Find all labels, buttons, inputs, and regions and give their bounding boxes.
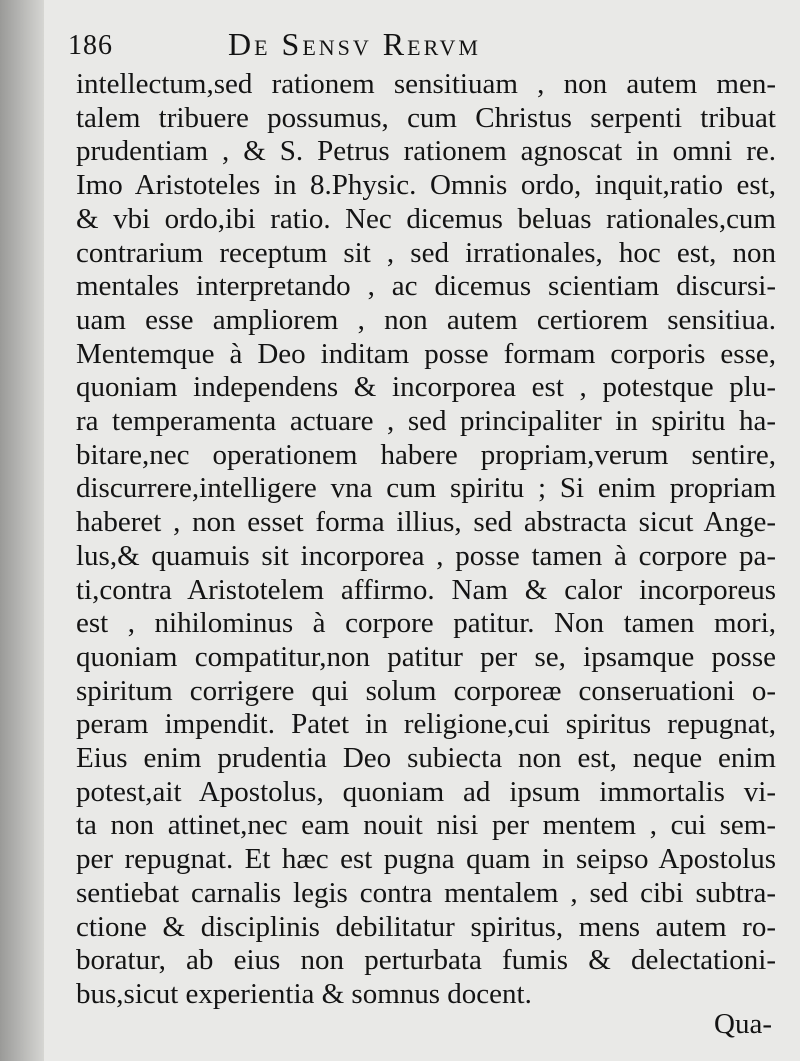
running-head: De Sensv Rervm xyxy=(228,26,481,62)
text-line: intellectum,sed rationem sensitiuam , non autem men- xyxy=(76,68,776,100)
text-line: haberet , non esset forma illius, sed abstracta sicut Ange- xyxy=(76,506,776,539)
text-line: bitare,nec operationem habere propriam,verum sentire, xyxy=(76,438,776,471)
text-line: ra temperamenta actuare , sed principaliter in spiritu ha- xyxy=(76,405,776,438)
text-line: uam esse ampliorem , non autem certiorem sensitiua. xyxy=(76,303,776,336)
text-line: boratur, ab eius non perturbata fumis & delectationi- xyxy=(76,944,776,977)
text-line: lus,& quamuis sit incorporea , posse tamen à corpore pa- xyxy=(76,539,776,572)
text-line: ti,contra Aristotelem affirmo. Nam & calor incorporeus xyxy=(76,573,776,606)
text-line: mentales interpretando , ac dicemus scientiam discursi- xyxy=(76,270,776,303)
page-number: 186 xyxy=(68,30,113,61)
body-text xyxy=(76,68,776,1012)
text-line: ctione & disciplinis debilitatur spiritus, mens autem ro- xyxy=(76,910,776,943)
text-line: spiritum corrigere qui solum corporeæ conseruationi o- xyxy=(76,674,776,707)
text-line: talem tribuere possumus, cum Christus serpenti tribuat xyxy=(76,101,776,134)
text-line: peram impendit. Patet in religione,cui spiritus repugnat, xyxy=(76,708,776,741)
text-line: & vbi ordo,ibi ratio. Nec dicemus beluas rationales,cum xyxy=(76,202,776,235)
text-line: Eius enim prudentia Deo subiecta non est, neque enim xyxy=(76,742,776,775)
text-line: ta non attinet,nec eam nouit nisi per mentem , cui sem- xyxy=(76,809,776,842)
text-line: Imo Aristoteles in 8.Physic. Omnis ordo, inquit,ratio est, xyxy=(76,169,776,202)
text-line: per repugnat. Et hæc est pugna quam in seipso Apostolus xyxy=(76,843,776,876)
text-line: sentiebat carnalis legis contra mentalem , sed cibi subtra- xyxy=(76,876,776,909)
text-line: bus,sicut experientia & somnus docent. xyxy=(76,977,532,1010)
text-line: contrarium receptum sit , sed irrationales, hoc est, non xyxy=(76,236,776,269)
text-line: discurrere,intelligere vna cum spiritu ; Si enim propriam xyxy=(76,472,776,505)
text-line: prudentiam , & S. Petrus rationem agnoscat in omni re. xyxy=(76,135,776,168)
text-line: potest,ait Apostolus, quoniam ad ipsum immortalis vi- xyxy=(76,775,776,808)
text-line: quoniam compatitur,non patitur per se, ipsamque posse xyxy=(76,640,776,673)
text-line: Mentemque à Deo inditam posse formam corporis esse, xyxy=(76,337,776,370)
page-gutter-shadow xyxy=(0,0,44,1061)
text-line: est , nihilominus à corpore patitur. Non tamen mori, xyxy=(76,607,776,640)
catchword: Qua- xyxy=(714,1008,772,1040)
text-line: quoniam independens & incorporea est , potestque plu- xyxy=(76,371,776,404)
